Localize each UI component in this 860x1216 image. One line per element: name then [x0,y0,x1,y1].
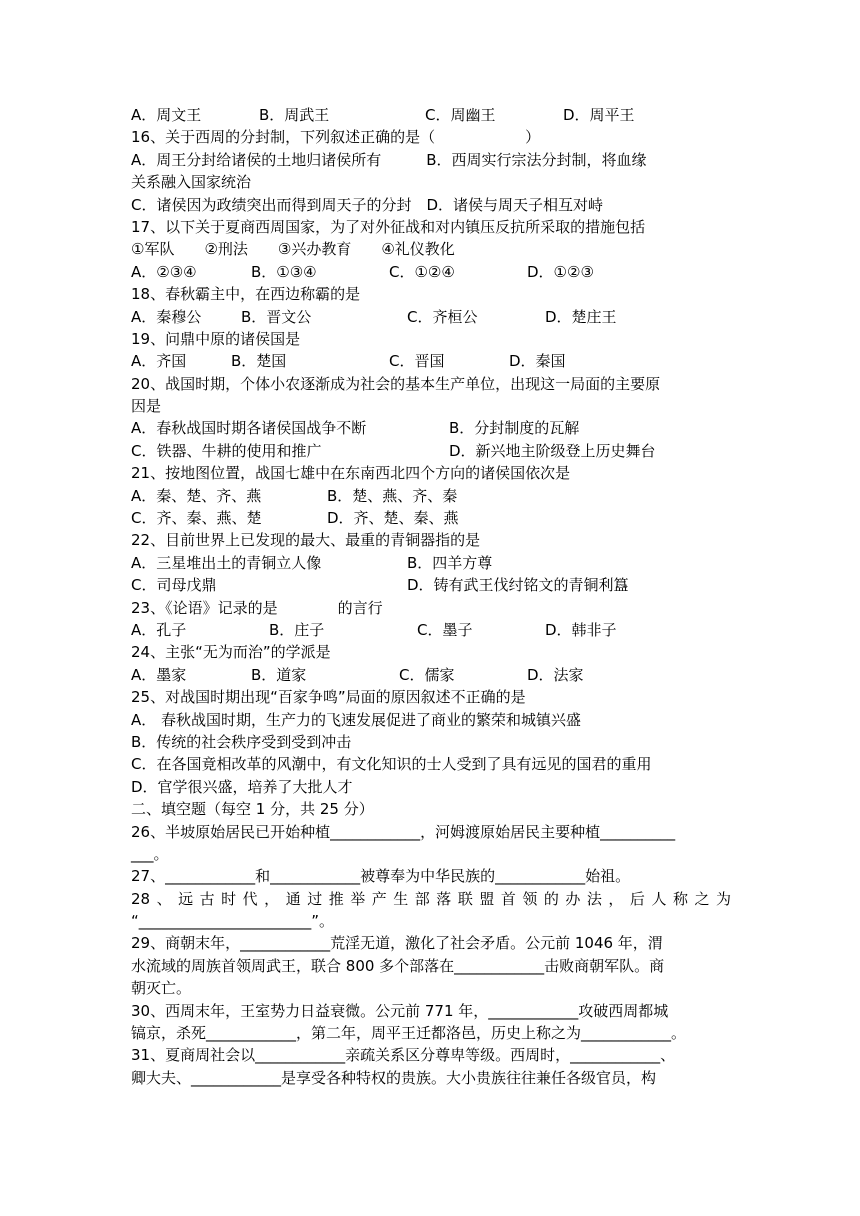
q27-line: 27、____________和____________被尊奉为中华民族的____________始祖。 [131,867,631,886]
option-a: A．②③④ [131,262,197,281]
q26-line: ___。 [131,844,169,863]
q20-options [131,417,731,439]
option-d: D．铸有武王伐纣铭文的青铜利簋 [407,576,629,595]
option-b: B．庄子 [269,620,325,639]
section-heading: 二、填空题（每空 1 分，共 25 分） [131,800,374,819]
q26-line: 26、半坡原始居民已开始种植____________，河姆渡原始居民主要种植__________ [131,822,676,841]
option-d: D．楚庄王 [545,307,617,326]
q30-line: 30、西周末年，王室势力日益衰微。公元前 771 年，____________攻破西周都城 [131,1001,669,1020]
option-b: B．四羊方尊 [407,553,493,572]
q21-options [131,507,731,529]
option-d: D．齐、楚、秦、燕 [327,509,459,528]
option-b: B．晋文公 [241,307,312,326]
option-c: C．周幽王 [425,106,496,124]
option-c: C．儒家 [399,665,455,684]
q17-stem: 17、以下关于夏商西周国家，为了对外征战和对内镇压反抗所采取的措施包括 [131,217,646,236]
q16-line: C．诸侯因为政绩突出而得到周天子的分封 D．诸侯与周天子相互对峙 [131,195,604,214]
option-a: A．孔子 [131,620,187,639]
option-c: C．墨子 [417,620,473,639]
q23-options [131,619,731,641]
option-a: A．秦、楚、齐、燕 [131,486,262,505]
option-b: B．周武王 [259,106,330,124]
option-c: C．齐、秦、燕、楚 [131,509,262,528]
q16-line: 关系融入国家统治 [131,173,252,192]
option-b: B．楚、燕、齐、秦 [327,486,458,505]
q23-stem: 23、《论语》记录的是 的言行 [131,598,383,617]
option-a: A．春秋战国时期各诸侯国战争不断 [131,419,367,438]
option-a: A．周文王 [131,106,202,124]
option-c: C．①②④ [389,262,455,281]
option-d: D．周平王 [563,106,635,124]
q22-options [131,552,731,574]
q24-stem: 24、主张“无为而治”的学派是 [131,643,331,662]
option-d: D．①②③ [527,262,594,281]
q18-options [131,306,731,328]
q25-option-d: D．官学很兴盛，培养了大批人才 [131,777,353,796]
q25-option-c: C．在各国竟相改革的风潮中，有文化知识的士人受到了具有远见的国君的重用 [131,755,652,774]
q25-stem: 25、对战国时期出现“百家争鸣”局面的原因叙述不正确的是 [131,688,526,707]
q28-line: “_______________________”。 [131,912,335,931]
q25-option-b: B．传统的社会秩序受到受到冲击 [131,732,352,751]
option-a: A．齐国 [131,352,187,371]
q20-stem: 20、战国时期，个体小农逐渐成为社会的基本生产单位，出现这一局面的主要原 [131,374,661,393]
option-d: D．韩非子 [545,620,617,639]
option-b: B．①③④ [251,262,317,281]
option-b: B．道家 [251,665,307,684]
option-c: C．晋国 [389,352,445,371]
q19-options [131,350,731,372]
q22-stem: 22、目前世界上已发现的最大、最重的青铜器指的是 [131,531,481,550]
option-a: A．秦穆公 [131,307,202,326]
option-b: B．分封制度的瓦解 [449,419,580,438]
option-b: B．楚国 [231,352,287,371]
q20-stem: 因是 [131,397,162,416]
option-c: C．司母戊鼎 [131,576,217,595]
q28-line: 28、远古时代，通过推举产生部落联盟首领的办法，后人称之为 [131,889,731,908]
q29-line: 朝灭亡。 [131,979,192,998]
q17-items: ①军队 ②刑法 ③兴办教育 ④礼仪教化 [131,240,455,259]
option-c: C．铁器、牛耕的使用和推广 [131,441,322,460]
q15-options [131,104,731,126]
q16-line: A．周王分封给诸侯的土地归诸侯所有 B．西周实行宗法分封制，将血缘 [131,150,647,169]
q22-options [131,574,731,596]
option-c: C．齐桓公 [407,307,478,326]
option-d: D．新兴地主阶级登上历史舞台 [449,441,656,460]
q19-stem: 19、问鼎中原的诸侯国是 [131,329,301,348]
q21-options [131,485,731,507]
q16-stem: 16、关于西周的分封制，下列叙述正确的是（ ） [131,128,541,147]
q29-line: 29、商朝末年，____________荒淫无道，激化了社会矛盾。公元前 1046 年，渭 [131,934,663,953]
option-d: D．秦国 [509,352,566,371]
q31-line: 31、夏商周社会以____________亲疏关系区分尊卑等级。西周时，____________、 [131,1046,676,1065]
option-a: A．三星堆出土的青铜立人像 [131,553,322,572]
q17-options [131,261,731,283]
q30-line: 镐京，杀死____________，第二年，周平王迁都洛邑，历史上称之为____________。 [131,1024,687,1043]
q21-stem: 21、按地图位置，战国七雄中在东南西北四个方向的诸侯国依次是 [131,464,571,483]
q24-options [131,664,731,686]
q25-option-a: A． 春秋战国时期，生产力的飞速发展促进了商业的繁荣和城镇兴盛 [131,710,582,729]
option-a: A．墨家 [131,665,187,684]
q18-stem: 18、春秋霸主中，在西边称霸的是 [131,285,361,304]
q20-options [131,440,731,462]
q29-line: 水流域的周族首领周武王，联合 800 多个部落在____________击败商朝军队。商 [131,956,665,975]
exam-page [131,104,731,1089]
option-d: D．法家 [527,665,584,684]
q31-line: 卿大夫、____________是享受各种特权的贵族。大小贵族往往兼任各级官员，构 [131,1068,657,1087]
